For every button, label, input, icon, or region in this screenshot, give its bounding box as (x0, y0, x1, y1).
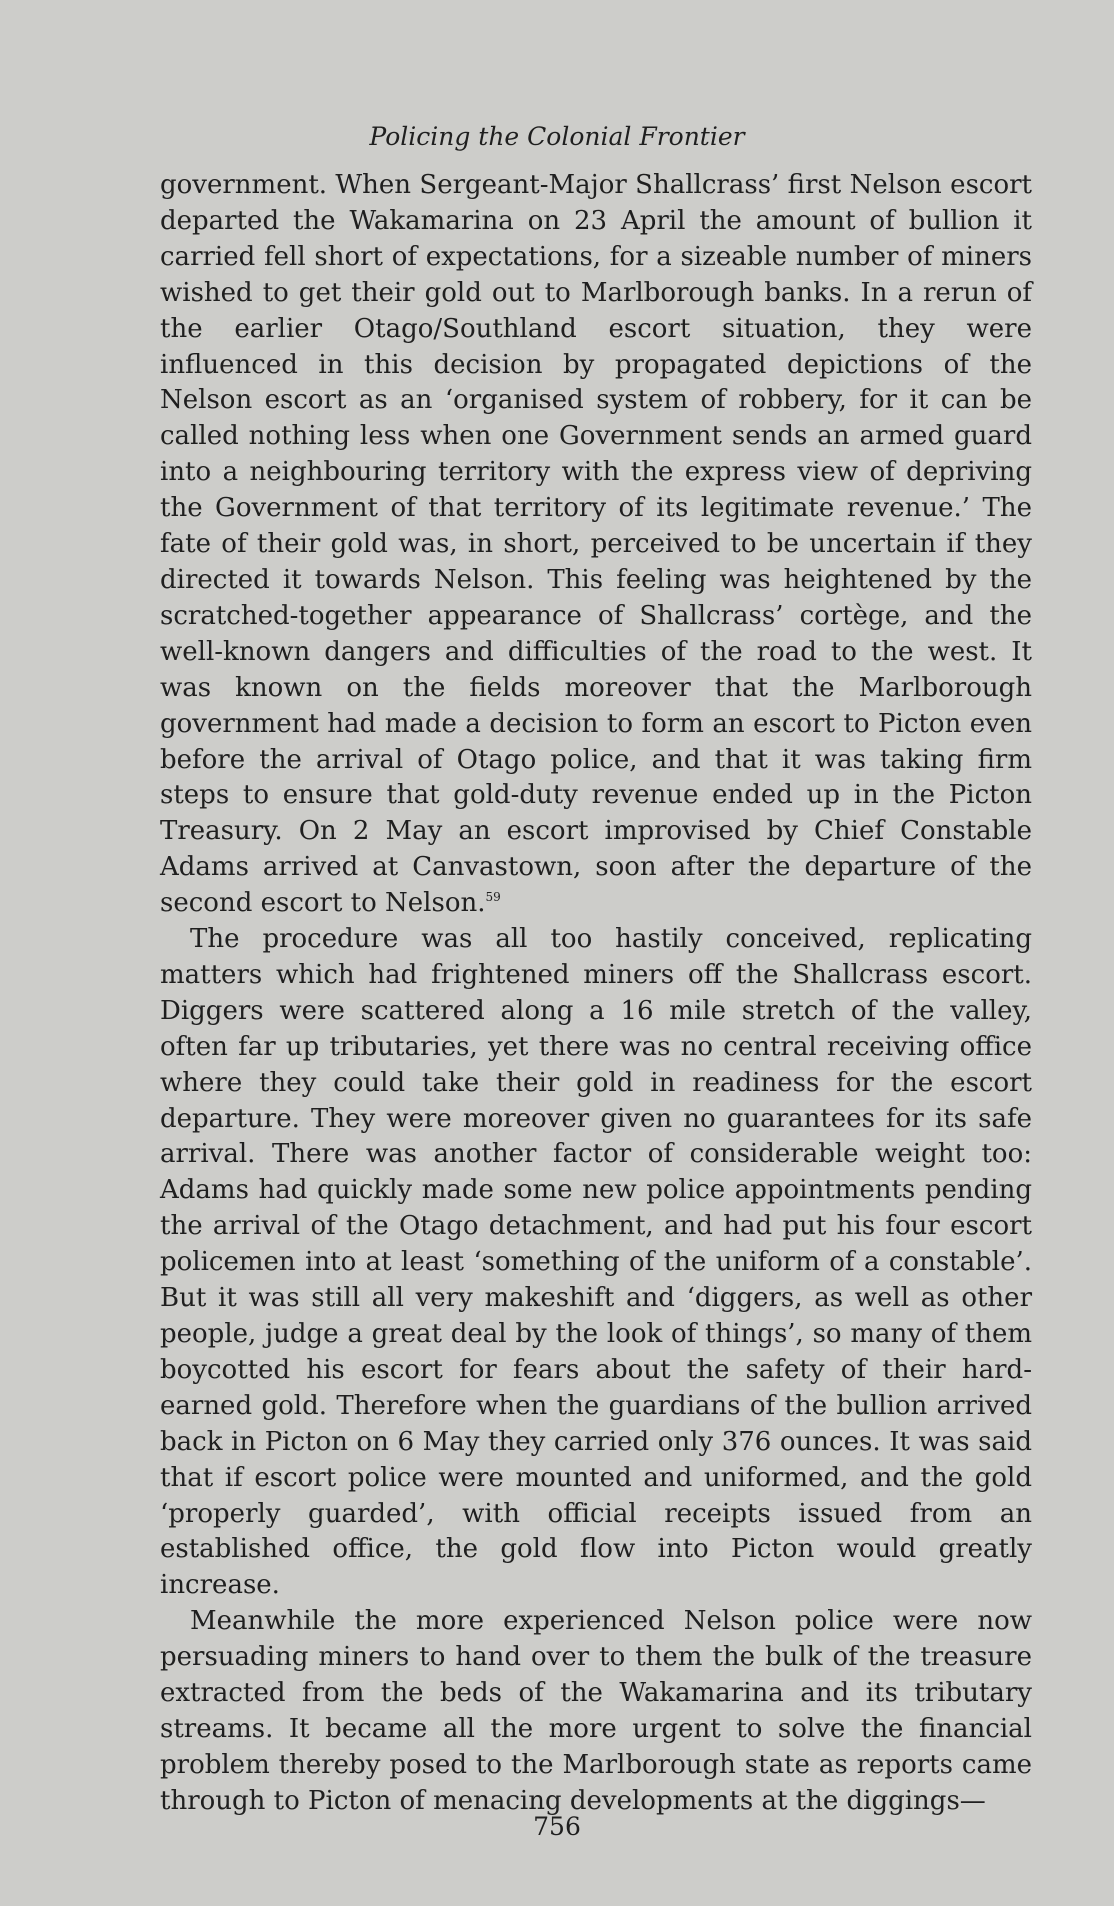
page-number: 756 (533, 1812, 581, 1841)
paragraph-3 (160, 1604, 1032, 1819)
paragraph-1 (160, 168, 1032, 922)
paragraph-3-text: Meanwhile the more experienced Nelson police were now persuading miners to hand over to them the bulk of the treasure extracted from the beds of the Wakamarina and its tributary streams. It became all the more urgent to solve the financial problem thereby posed to the Marlborough state as reports came through to Picton of menacing developments at the diggings— (160, 1606, 1032, 1816)
body-text (160, 168, 1032, 1820)
footnote-ref-59: 59 (485, 890, 501, 905)
running-head: Policing the Colonial Frontier (369, 122, 745, 151)
paragraph-1-text: government. When Sergeant-Major Shallcrass’ first Nelson escort departed the Wakamarina on 23 April the amount of bullion it carried fell short of expectations, for a sizeable number of miners wished to get their gold out to Marlborough banks. In a rerun of the earlier Otago/Southland escort situation, they were influenced in this decision by propagated depictions of the Nelson escort as an ‘organised system of robbery, for it can be called nothing less when one Government sends an armed guard into a neighbouring territory with the express view of depriving the Government of that territory of its legitimate revenue.’ The fate of their gold was, in short, perceived to be uncertain if they directed it towards Nelson. This feeling was heightened by the scratched-together appearance of Shallcrass’ cortège, and the well-known dangers and difficulties of the road to the west. It was known on the fields moreover that the Marlborough government had made a decision to form an escort to Picton even before the arrival of Otago police, and that it was taking firm steps to ensure that gold-duty revenue ended up in the Picton Treasury. On 2 May an escort improvised by Chief Constable Adams arrived at Canvastown, soon after the departure of the second escort to Nelson. (160, 170, 1032, 919)
paragraph-2-text: The procedure was all too hastily conceived, replicating matters which had frightened miners off the Shallcrass escort. Diggers were scattered along a 16 mile stretch of the valley, often far up tributaries, yet there was no central receiving office where they could take their gold in readiness for the escort departure. They were moreover given no guarantees for its safe arrival. There was another factor of considerable weight too: Adams had quickly made some new police appointments pending the arrival of the Otago detachment, and had put his four escort policemen into at least ‘something of the uniform of a constable’. But it was still all very makeshift and ‘diggers, as well as other people, judge a great deal by the look of things’, so many of them boycotted his escort for fears about the safety of their hard-earned gold. Therefore when the guardians of the bullion arrived back in Picton on 6 May they carried only 376 ounces. It was said that if escort police were mounted and uniformed, and the gold ‘properly guarded’, with official receipts issued from an established office, the gold flow into Picton would greatly increase. (160, 924, 1032, 1601)
paragraph-2 (160, 922, 1032, 1604)
